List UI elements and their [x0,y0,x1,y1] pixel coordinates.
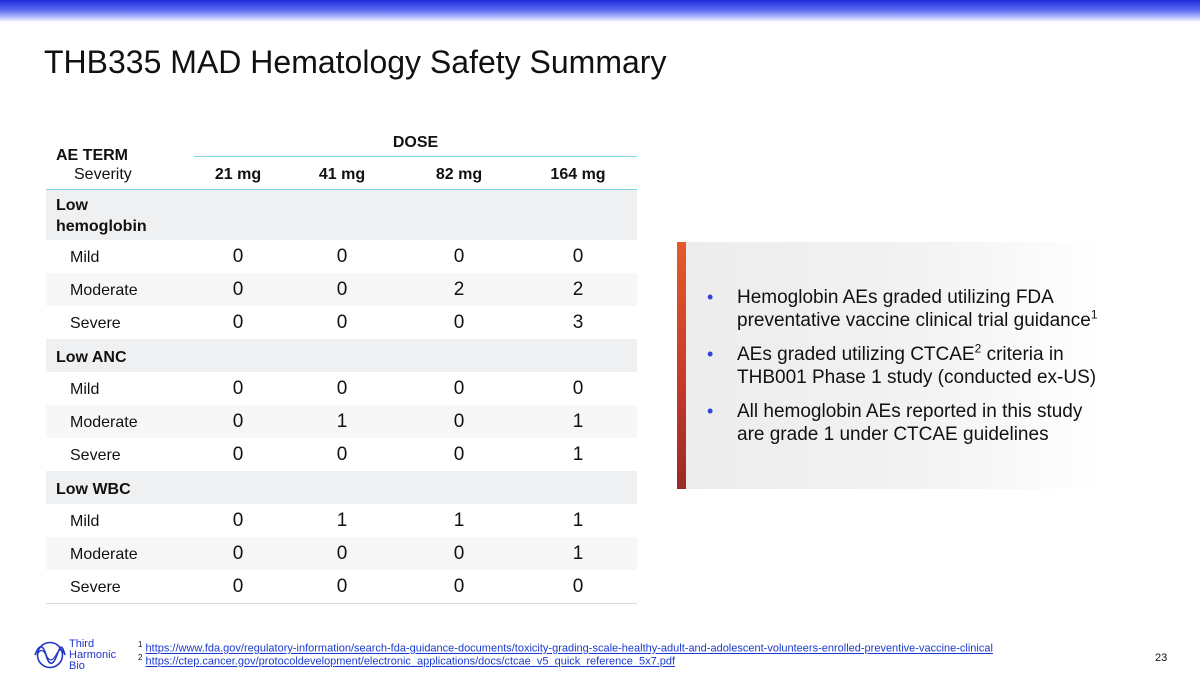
footnote-2 [138,653,675,668]
table-row [46,306,637,339]
table-cell: 0 [232,378,244,399]
bullet-item [705,286,1105,332]
table-cell: 0 [572,246,584,267]
table-header-columns [46,158,637,190]
table-cell: 1 [336,510,348,531]
bullet-text: Hemoglobin AEs graded utilizing FDA preventative vaccine clinical trial guidance [737,287,1091,331]
footnote-number: 1 [138,640,143,649]
ae-term-header: AE TERM [56,147,128,164]
table-cell: 0 [336,543,348,564]
severity-label: Moderate [70,546,138,563]
table-cell: 0 [453,378,465,399]
table-cell: 0 [232,411,244,432]
bullet-footnote-ref: 2 [974,341,982,356]
dose-header: DOSE [392,134,439,151]
table-row [46,405,637,438]
company-logo [34,639,124,671]
table-cell: 0 [232,246,244,267]
severity-label: Moderate [70,282,138,299]
table-cell: 1 [572,510,584,531]
table-cell: 0 [453,411,465,432]
table-cell: 0 [232,543,244,564]
bullet-dot-icon: • [707,344,714,364]
bullet-item [705,400,1105,446]
logo-line: Third [69,638,95,650]
table-cell: 0 [453,576,465,597]
table-cell: 0 [232,444,244,465]
bullet-text: AEs graded utilizing CTCAE [737,344,975,365]
group-label: Low ANC [56,349,127,366]
logo-text [69,639,116,672]
table-cell: 0 [336,444,348,465]
dose-col-header: 164 mg [550,166,606,183]
dose-header-rule [194,156,637,157]
table-row [46,537,637,570]
table-cell: 0 [336,312,348,333]
table-row [46,570,637,603]
table-cell: 2 [453,279,465,300]
callout-bullets [705,286,1105,457]
table-row [46,273,637,306]
table-cell: 0 [453,312,465,333]
callout-box [677,242,1105,489]
table-cell: 0 [453,246,465,267]
table-cell: 0 [232,279,244,300]
top-gradient-band [0,0,1200,22]
table-row [46,438,637,471]
logo-line: Bio [69,660,85,672]
table-cell: 0 [336,279,348,300]
table-header-dose [46,130,637,164]
dose-col-header: 41 mg [318,166,366,183]
group-label: Low WBC [56,481,131,498]
bullet-dot-icon: • [707,287,714,307]
severity-header: Severity [74,166,132,183]
slide-title: THB335 MAD Hematology Safety Summary [44,44,667,80]
table-cell: 0 [336,576,348,597]
table-row [46,504,637,537]
footnote-number: 2 [138,653,143,662]
table-cell: 1 [572,444,584,465]
table-row [46,240,637,273]
table-cell: 1 [453,510,465,531]
bullet-footnote-ref: 1 [1090,307,1098,322]
bullet-text-continued: criteria in THB001 Phase 1 study (conducted ex-US) [737,344,1097,388]
table-cell: 2 [572,279,584,300]
table-cell: 3 [572,312,584,333]
table-cell: 0 [572,576,584,597]
table-cell: 0 [453,444,465,465]
sine-wave-logo-icon [34,641,66,669]
severity-label: Severe [70,447,121,464]
severity-label: Severe [70,579,121,596]
group-row-low-anc [46,339,637,372]
table-cell: 1 [336,411,348,432]
severity-label: Mild [70,381,100,398]
dose-col-header: 21 mg [214,166,262,183]
group-row-low-hemoglobin [46,190,637,240]
table-cell: 0 [232,312,244,333]
table-cell: 0 [453,543,465,564]
footnote-link[interactable]: https://ctep.cancer.gov/protocoldevelopment/electronic_applications/docs/ctcae_v5_quick_reference_5x7.pdf [145,655,676,668]
footnote-link[interactable]: https://www.fda.gov/regulatory-information/search-fda-guidance-documents/toxicity-grading-scale-healthy-adult-and-adolescent-volunteers-enrolled-preventive-vaccine-clinical [145,642,993,655]
logo-line: Harmonic [69,649,117,661]
bullet-dot-icon: • [707,401,714,421]
table-cell: 0 [232,510,244,531]
group-label: Low hemoglobin [56,197,147,235]
severity-label: Moderate [70,414,138,431]
severity-label: Mild [70,249,100,266]
callout-accent-bar [677,242,686,489]
table-cell: 1 [572,411,584,432]
table-cell: 0 [336,378,348,399]
table-cell: 0 [232,576,244,597]
group-row-low-wbc [46,471,637,504]
table-cell: 1 [572,543,584,564]
dose-col-header: 82 mg [435,166,483,183]
bullet-item [705,343,1105,389]
table-cell: 0 [336,246,348,267]
table-row [46,372,637,405]
table-bottom-rule [46,603,637,604]
hematology-table [46,130,637,604]
bullet-text: All hemoglobin AEs reported in this study are grade 1 under CTCAE guidelines [737,401,1083,445]
severity-label: Mild [70,513,100,530]
severity-label: Severe [70,315,121,332]
table-cell: 0 [572,378,584,399]
page-number: 23 [1155,652,1168,664]
